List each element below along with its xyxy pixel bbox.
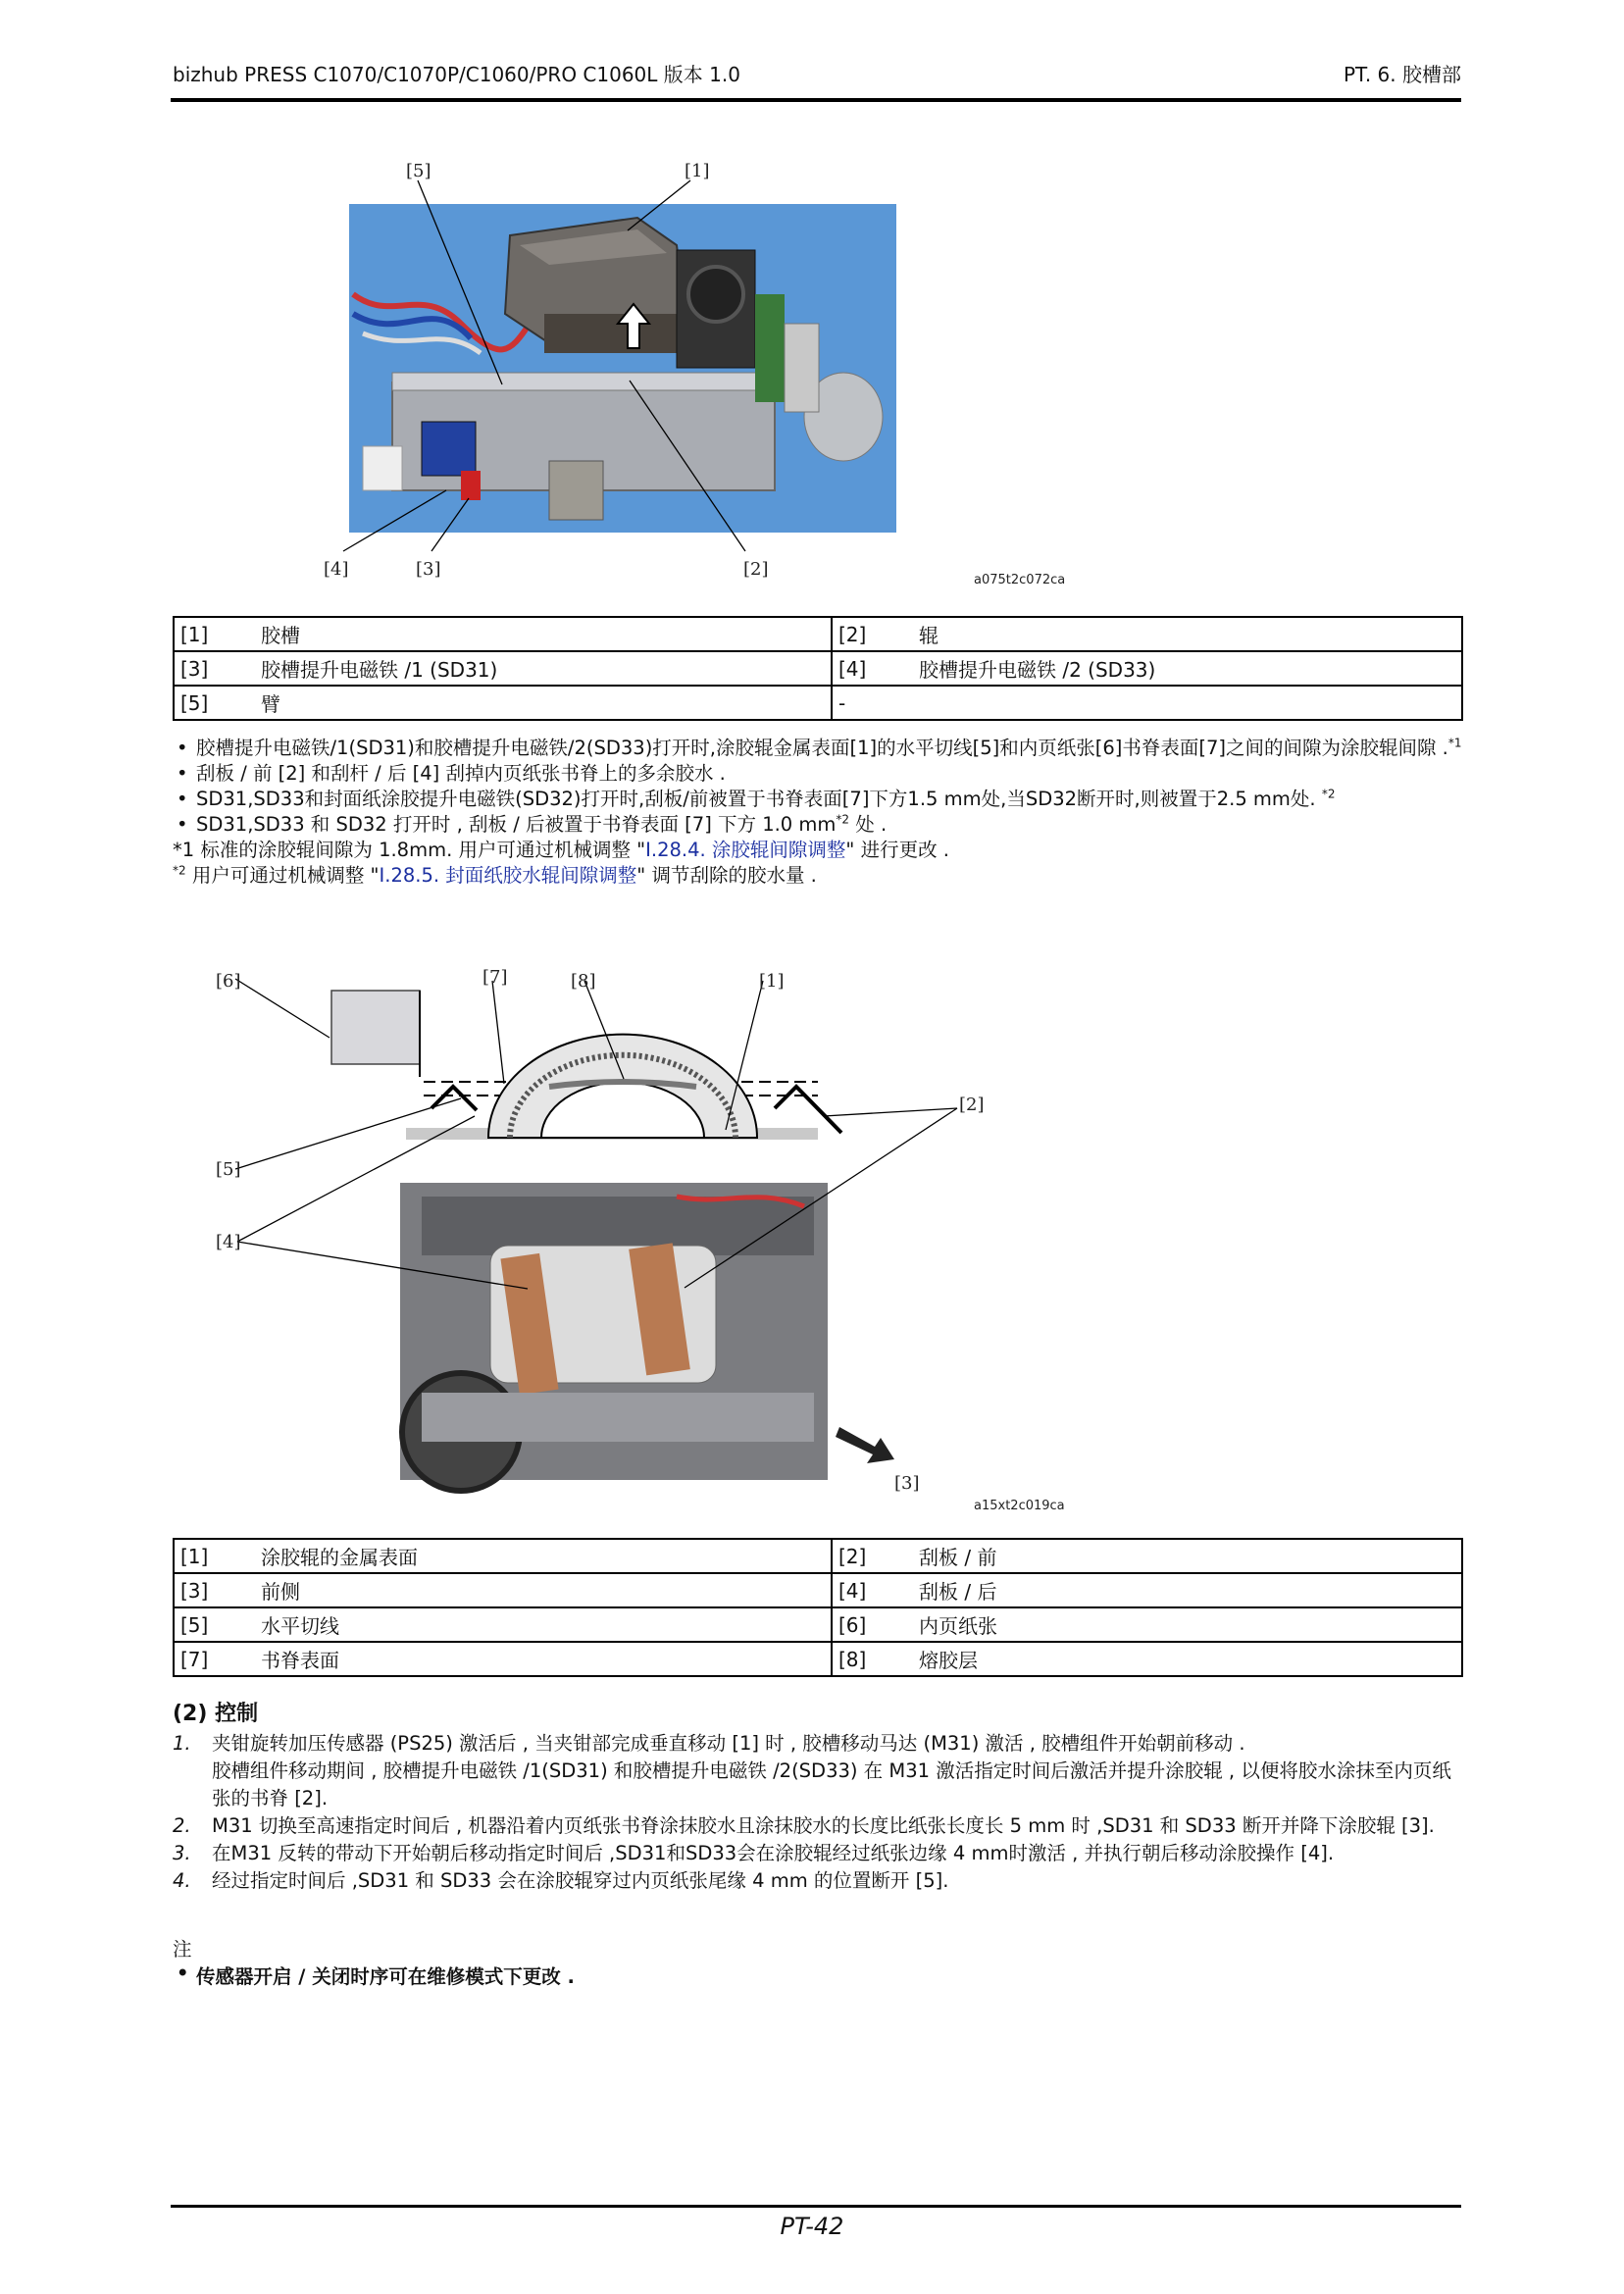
footnote-mark: *1: [1447, 736, 1462, 750]
table-cell-text: 刮板 / 后: [913, 1573, 1462, 1607]
table-cell-num: [1]: [174, 1539, 255, 1573]
table-cell-text: 胶槽: [255, 617, 832, 651]
table-cell-text: 水平切线: [255, 1607, 832, 1642]
roller-diagram-svg: [0, 961, 1624, 1510]
table-cell-num: [8]: [832, 1642, 913, 1676]
page-number: PT-42: [780, 2213, 844, 2240]
fig2-label-4: [4]: [216, 1232, 241, 1252]
list-item: [173, 1758, 1467, 1812]
fig1-label-2: [2]: [743, 559, 769, 580]
table-cell-num: [4]: [832, 651, 913, 686]
table-row: [174, 1573, 1462, 1607]
table-cell-text: 书脊表面: [255, 1642, 832, 1676]
fig2-label-6: [6]: [216, 971, 241, 992]
step-text: 经过指定时间后 ,SD31 和 SD33 会在涂胶辊穿过内页纸张尾缘 4 mm 的位置断开 [5].: [212, 1869, 949, 1892]
fig2-label-5: [5]: [216, 1159, 241, 1180]
footnote-1: [173, 838, 1467, 863]
section-title: (2) 控制: [173, 1702, 259, 1726]
list-item: [173, 1812, 1467, 1840]
table-cell-num: -: [832, 686, 913, 720]
table-cell-num: [3]: [174, 651, 255, 686]
fig2-label-1: [1]: [759, 971, 785, 992]
table-cell-text: 胶槽提升电磁铁 /2 (SD33): [913, 651, 1462, 686]
footnote-text: 标准的涂胶辊间隙为 1.8mm. 用户可通过机械调整 ": [194, 839, 646, 861]
table-cell-text: 内页纸张: [913, 1607, 1462, 1642]
list-item: [173, 787, 1467, 812]
step-text: 在M31 反转的带动下开始朝后移动指定时间后 ,SD31和SD33会在涂胶辊经过纸张边缘 4 mm时激活 , 并执行朝后移动涂胶操作 [4].: [212, 1842, 1335, 1864]
fig1-code: a075t2c072ca: [974, 573, 1066, 587]
fig1-label-1: [1]: [685, 161, 710, 181]
list-item: [173, 1867, 1467, 1895]
step-text: 胶槽组件移动期间 , 胶槽提升电磁铁 /1(SD31) 和胶槽提升电磁铁 /2(SD33) 在 M31 激活指定时间后激活并提升涂胶辊 , 以便将胶水涂抹至内页纸张的书脊 [2].: [212, 1759, 1451, 1810]
footnote-text: 用户可通过机械调整 ": [185, 864, 380, 887]
table-cell-text: 刮板 / 前: [913, 1539, 1462, 1573]
list-item: [173, 736, 1467, 761]
table-cell-num: [2]: [832, 1539, 913, 1573]
list-item: [173, 1840, 1467, 1867]
list-item: [173, 1730, 1467, 1758]
control-steps: [173, 1730, 1467, 1895]
figure-glue-tank-photo: [0, 0, 1624, 588]
table-cell-num: [2]: [832, 617, 913, 651]
table-row: [174, 1539, 1462, 1573]
description-bullets: [173, 736, 1467, 889]
step-number: 1.: [173, 1732, 191, 1755]
footnote-mark: *2: [173, 863, 186, 878]
bullet-text: SD31,SD33 和 SD32 打开时 , 刮板 / 后被置于书脊表面 [7] 下方 1.0 mm: [196, 813, 837, 836]
step-text: 夹钳旋转加压传感器 (PS25) 激活后 , 当夹钳部完成垂直移动 [1] 时 , 胶槽移动马达 (M31) 激活 , 胶槽组件开始朝前移动 .: [212, 1732, 1245, 1755]
table-cell-num: [4]: [832, 1573, 913, 1607]
list-item: [173, 761, 1467, 787]
parts-table-2: [173, 1538, 1463, 1677]
table-row: [174, 617, 1462, 651]
table-row: [174, 1607, 1462, 1642]
table-cell-text: 前侧: [255, 1573, 832, 1607]
table-row: [174, 1642, 1462, 1676]
step-number: 3.: [173, 1842, 191, 1864]
table-row: [174, 686, 1462, 720]
footnote-2: [173, 863, 1467, 889]
fig1-label-5: [5]: [406, 161, 431, 181]
step-number: 2.: [173, 1814, 191, 1837]
fig2-code: a15xt2c019ca: [974, 1499, 1065, 1513]
fig1-label-4: [4]: [324, 559, 349, 580]
table-cell-text: 胶槽提升电磁铁 /1 (SD31): [255, 651, 832, 686]
footnote-text: " 进行更改 .: [845, 839, 949, 861]
footnote-text: " 调节刮除的胶水量 .: [636, 864, 817, 887]
table-cell-text: [913, 686, 1462, 720]
bullet-text: 胶槽提升电磁铁/1(SD31)和胶槽提升电磁铁/2(SD33)打开时,涂胶辊金属表面[1]的水平切线[5]和内页纸张[6]书脊表面[7]之间的间隙为涂胶辊间隙 .: [196, 737, 1448, 759]
list-item: [173, 812, 1467, 838]
parts-table-1: [173, 616, 1463, 721]
fig2-label-7: [7]: [482, 967, 508, 988]
footnote-mark: *1: [173, 839, 195, 861]
glue-tank-photo-svg: [0, 0, 1624, 588]
bullet-text: 刮板 / 前 [2] 和刮杆 / 后 [4] 刮掉内页纸张书脊上的多余胶水 .: [196, 762, 726, 785]
note-heading: 注: [173, 1938, 192, 1961]
header-section: PT. 6. 胶槽部: [1343, 63, 1461, 86]
fig2-label-8: [8]: [571, 971, 596, 992]
footer-rule: [171, 2205, 1461, 2208]
footnote-mark: *2: [836, 812, 850, 827]
table-cell-num: [3]: [174, 1573, 255, 1607]
bullet-text-tail: 处 .: [849, 813, 888, 836]
table-cell-text: 涂胶辊的金属表面: [255, 1539, 832, 1573]
table-cell-text: 熔胶层: [913, 1642, 1462, 1676]
table-cell-num: [7]: [174, 1642, 255, 1676]
fig2-label-3: [3]: [894, 1473, 920, 1494]
table-cell-text: 臂: [255, 686, 832, 720]
fig2-label-2: [2]: [959, 1095, 985, 1115]
table-row: [174, 651, 1462, 686]
bullet-text: SD31,SD33和封面纸涂胶提升电磁铁(SD32)打开时,刮板/前被置于书脊表面[7]下方1.5 mm处,当SD32断开时,则被置于2.5 mm处.: [196, 788, 1316, 810]
table-cell-num: [5]: [174, 686, 255, 720]
link-glue-roller-gap[interactable]: I.28.4. 涂胶辊间隙调整: [645, 839, 846, 861]
table-cell-text: 辊: [913, 617, 1462, 651]
footnote-mark: *2: [1321, 787, 1336, 801]
note-text: • 传感器开启 / 关闭时序可在维修模式下更改 .: [173, 1962, 575, 1989]
table-cell-num: [6]: [832, 1607, 913, 1642]
table-cell-num: [1]: [174, 617, 255, 651]
fig1-label-3: [3]: [416, 559, 441, 580]
header-title: bizhub PRESS C1070/C1070P/C1060/PRO C1060L 版本 1.0: [173, 63, 740, 86]
table-cell-num: [5]: [174, 1607, 255, 1642]
link-cover-glue-roller-gap[interactable]: I.28.5. 封面纸胶水辊间隙调整: [379, 864, 637, 887]
figure-roller-diagram: [0, 961, 1624, 1513]
step-number: 4.: [173, 1869, 191, 1892]
step-text: M31 切换至高速指定时间后 , 机器沿着内页纸张书脊涂抹胶水且涂抹胶水的长度比纸张长度长 5 mm 时 ,SD31 和 SD33 断开并降下涂胶辊 [3].: [212, 1814, 1435, 1837]
